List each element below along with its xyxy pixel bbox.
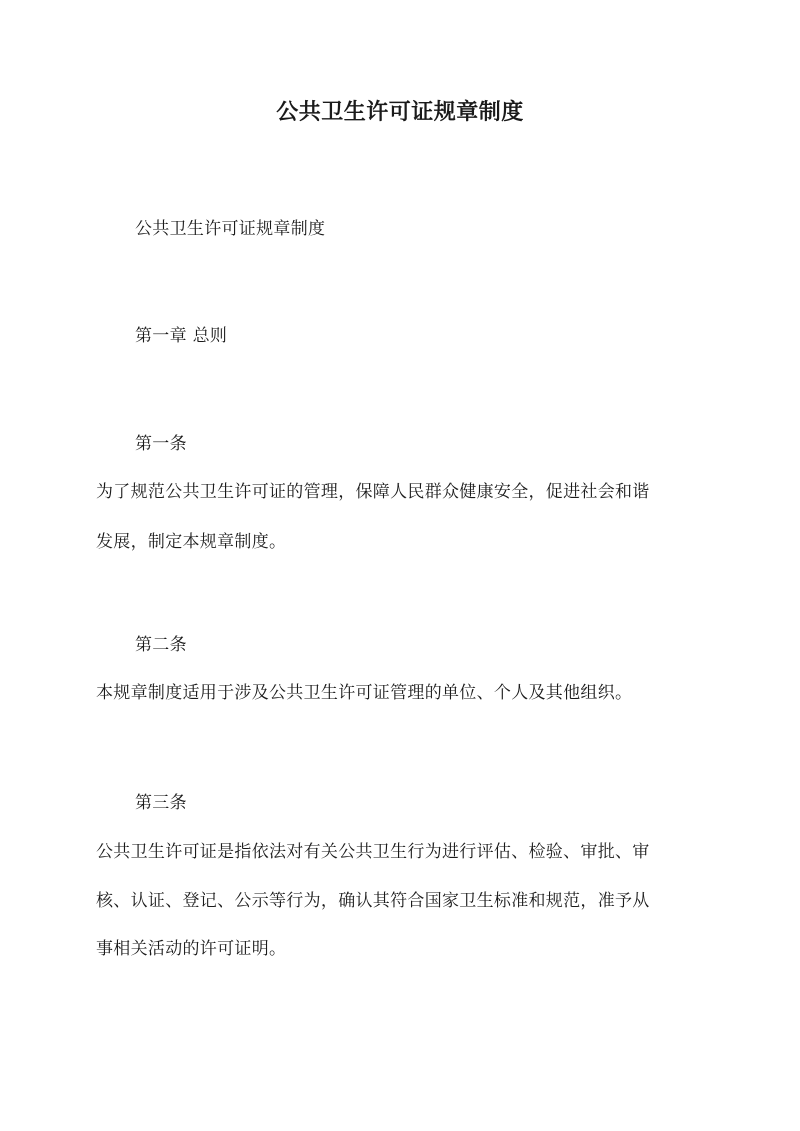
article-3-heading: 第三条 <box>135 793 187 813</box>
document-subtitle: 公共卫生许可证规章制度 <box>135 219 326 239</box>
article-3-line-1: 公共卫生许可证是指依法对有关公共卫生行为进行评估、检验、审批、审 <box>96 842 650 862</box>
chapter-heading: 第一章 总则 <box>135 326 228 346</box>
article-3-line-3: 事相关活动的许可证明。 <box>96 939 287 959</box>
article-2-line-1: 本规章制度适用于涉及公共卫生许可证管理的单位、个人及其他组织。 <box>96 683 633 703</box>
article-1-line-1: 为了规范公共卫生许可证的管理，保障人民群众健康安全，促进社会和谐 <box>96 482 650 502</box>
article-1-heading: 第一条 <box>135 434 187 454</box>
article-2-heading: 第二条 <box>135 635 187 655</box>
article-1-line-2: 发展，制定本规章制度。 <box>96 532 287 552</box>
document-title: 公共卫生许可证规章制度 <box>276 99 524 125</box>
article-3-line-2: 核、认证、登记、公示等行为，确认其符合国家卫生标准和规范，准予从 <box>96 891 650 911</box>
